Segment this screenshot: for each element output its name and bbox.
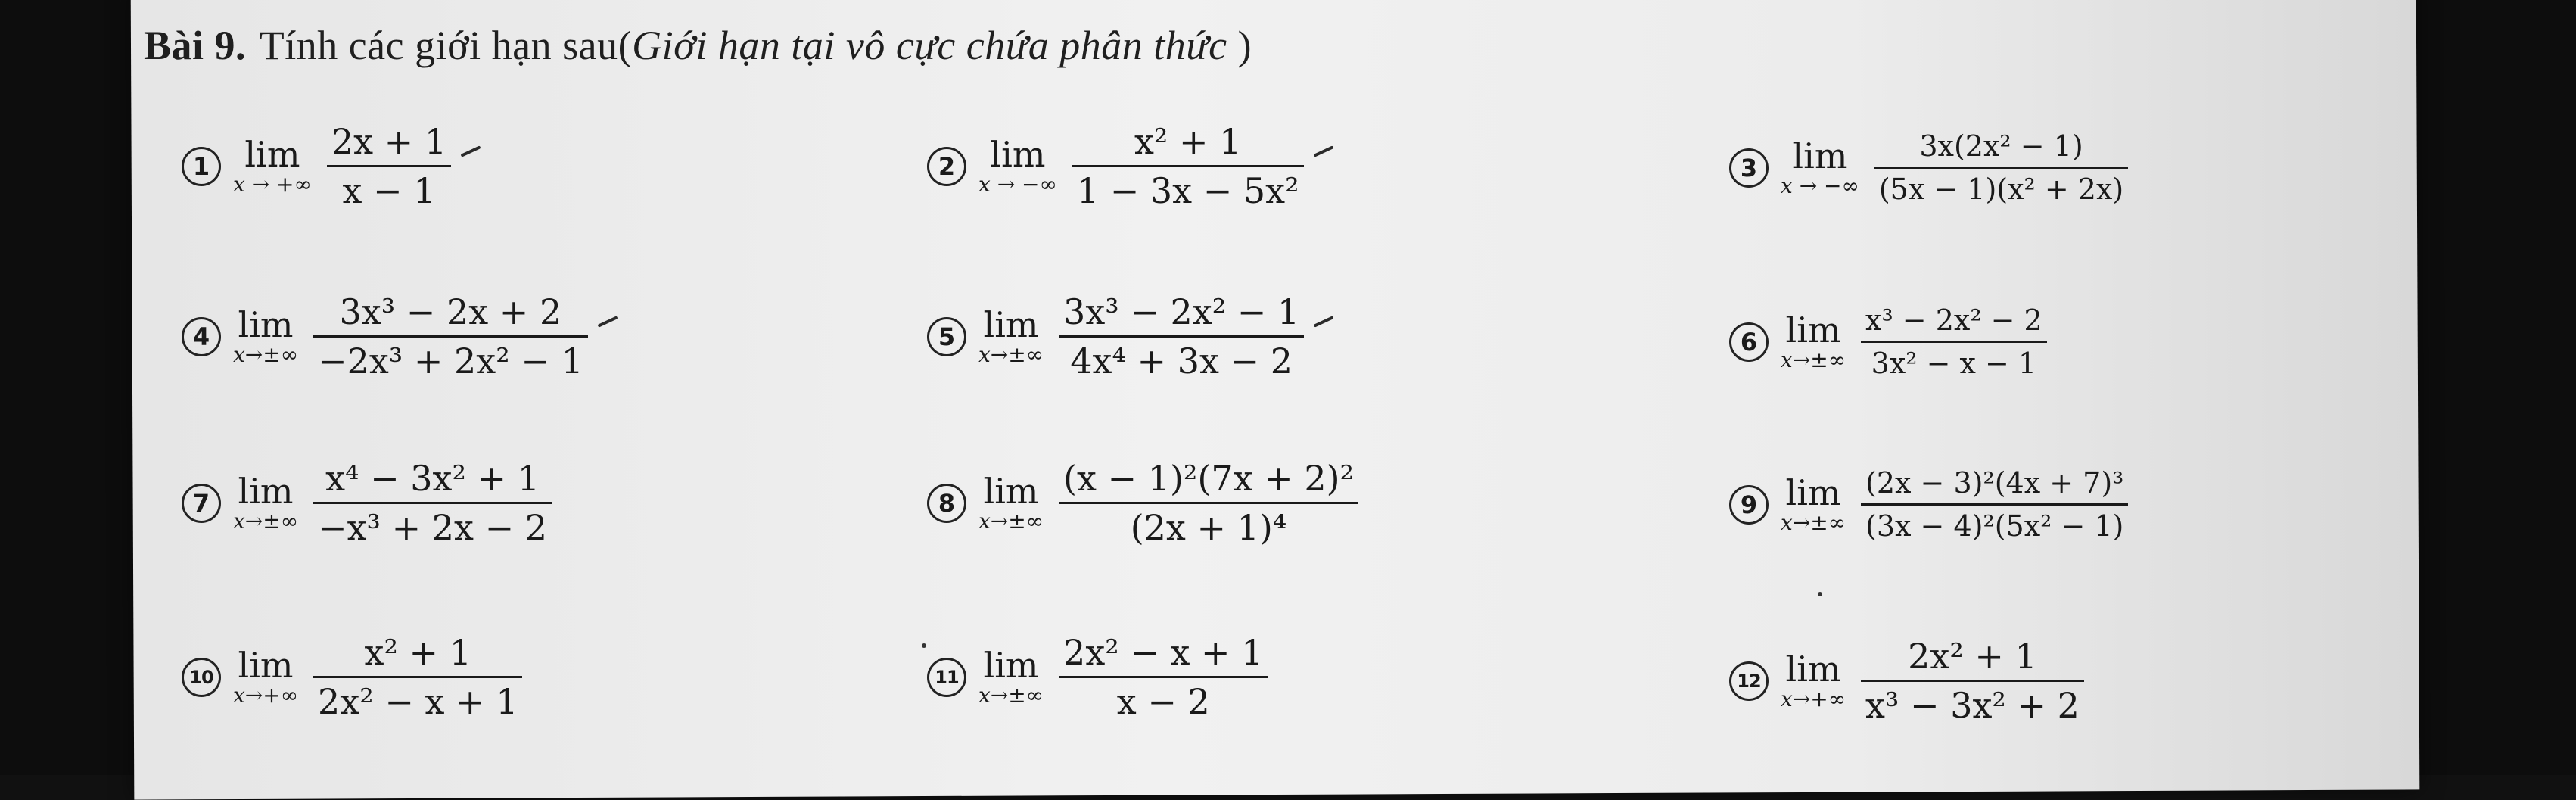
left-dark-edge: [0, 0, 136, 775]
pen-tick-mark: [1313, 145, 1333, 157]
lim-word: lim: [1792, 135, 1848, 176]
problem-number: 7: [182, 484, 221, 523]
numerator: x⁴ − 3x² + 1: [325, 458, 540, 499]
lim-word: lim: [1785, 472, 1841, 513]
denominator: (2x + 1)⁴: [1130, 507, 1287, 548]
fraction-bar: [1861, 341, 2047, 343]
problem-number: 10: [182, 658, 221, 697]
limit-operator: [1781, 135, 1859, 198]
problem-5: [927, 291, 1334, 381]
limit-operator: [978, 133, 1057, 197]
limit-operator: [233, 470, 299, 534]
denominator: 3x² − x − 1: [1871, 347, 2037, 380]
denominator: 4x⁴ + 3x − 2: [1070, 341, 1293, 381]
denominator: x − 2: [1116, 681, 1210, 722]
numerator: 2x² − x + 1: [1063, 632, 1264, 673]
problem-12: [1729, 636, 2084, 726]
problem-number: 12: [1729, 661, 1769, 701]
problem-number: 1: [182, 147, 221, 186]
lim-word: lim: [1785, 309, 1841, 350]
limit-subscript: x→±∞: [978, 341, 1044, 367]
limit-subscript: x→±∞: [1781, 347, 1846, 372]
exercise-title: Tính các giới hạn sau(: [259, 23, 633, 68]
fraction: [313, 632, 522, 722]
limit-subscript: x→±∞: [233, 341, 299, 367]
fraction: [1861, 303, 2047, 381]
lim-word: lim: [238, 304, 294, 345]
problem-number: 3: [1729, 148, 1769, 188]
limit-operator: [1781, 309, 1846, 372]
lim-word: lim: [244, 133, 300, 175]
problem-number: 8: [927, 484, 966, 523]
exercise-number: Bài 9.: [144, 23, 247, 68]
lim-word: lim: [990, 133, 1046, 175]
denominator: x − 1: [342, 170, 436, 211]
denominator: −x³ + 2x − 2: [318, 507, 548, 548]
pen-tick-mark: [461, 145, 481, 157]
limit-subscript: x → −∞: [1781, 173, 1859, 198]
fraction-bar: [1874, 167, 2128, 169]
limit-operator: [978, 304, 1044, 367]
fraction-bar: [313, 502, 552, 504]
limit-subscript: x → +∞: [233, 171, 312, 197]
fraction: [1874, 129, 2128, 207]
numerator: 2x + 1: [331, 121, 447, 162]
lim-word: lim: [983, 304, 1039, 345]
limit-subscript: x→±∞: [233, 508, 299, 534]
numerator: 3x(2x² − 1): [1919, 129, 2083, 163]
numerator: 3x³ − 2x + 2: [339, 291, 562, 332]
limit-operator: [233, 133, 312, 197]
fraction-bar: [313, 335, 588, 338]
fraction-bar: [327, 165, 451, 167]
fraction: [327, 121, 451, 211]
exercise-header: [144, 21, 1252, 69]
pen-tick-mark: [597, 316, 618, 327]
right-dark-edge: [2417, 0, 2576, 775]
fraction: [1059, 632, 1268, 722]
fraction: [1072, 121, 1304, 211]
denominator: 1 − 3x − 5x²: [1076, 170, 1299, 211]
problem-4: [182, 291, 618, 381]
problem-number: 5: [927, 317, 966, 356]
numerator: x² + 1: [1134, 121, 1242, 162]
lim-word: lim: [1785, 648, 1841, 689]
limit-operator: [1781, 648, 1846, 711]
problem-8: [927, 458, 1358, 548]
numerator: 3x³ − 2x² − 1: [1063, 291, 1300, 332]
denominator: (3x − 4)²(5x² − 1): [1865, 509, 2124, 543]
problem-3: [1729, 129, 2128, 207]
limit-operator: [978, 644, 1044, 708]
problem-11: [927, 632, 1268, 722]
numerator: (x − 1)²(7x + 2)²: [1063, 458, 1354, 499]
problem-number: 4: [182, 317, 221, 356]
problem-number: 11: [927, 658, 966, 697]
fraction-bar: [313, 676, 522, 678]
limit-subscript: x→±∞: [978, 682, 1044, 708]
problem-2: [927, 121, 1334, 211]
pen-dot: [1818, 592, 1822, 596]
denominator: −2x³ + 2x² − 1: [318, 341, 583, 381]
problem-6: [1729, 303, 2047, 381]
limit-operator: [1781, 472, 1846, 535]
problem-10: [182, 632, 522, 722]
problem-number: 6: [1729, 322, 1769, 362]
fraction: [313, 291, 588, 381]
lim-word: lim: [983, 470, 1039, 512]
numerator: 2x² + 1: [1908, 636, 2037, 677]
limit-operator: [233, 304, 299, 367]
problem-1: [182, 121, 481, 211]
numerator: x³ − 2x² − 2: [1865, 304, 2042, 337]
limit-subscript: x→±∞: [978, 508, 1044, 534]
fraction: [1861, 636, 2084, 726]
pen-tick-mark: [1314, 316, 1334, 327]
limit-operator: [233, 644, 299, 708]
lim-word: lim: [983, 644, 1039, 686]
pen-dot: [922, 643, 926, 648]
numerator: x² + 1: [364, 632, 471, 673]
problem-number: 9: [1729, 485, 1769, 525]
fraction: [1059, 291, 1304, 381]
fraction-bar: [1861, 680, 2084, 682]
problem-9: [1729, 465, 2128, 543]
fraction-bar: [1059, 676, 1268, 678]
problem-7: [182, 458, 552, 548]
numerator: (2x − 3)²(4x + 7)³: [1865, 466, 2124, 500]
fraction: [1861, 465, 2128, 543]
limit-subscript: x→+∞: [1781, 686, 1846, 711]
fraction-bar: [1059, 502, 1358, 504]
fraction-bar: [1072, 165, 1304, 167]
limit-operator: [978, 470, 1044, 534]
limit-subscript: x→±∞: [1781, 509, 1846, 535]
exercise-title-close: ): [1227, 23, 1252, 68]
denominator: x³ − 3x² + 2: [1865, 685, 2080, 726]
limit-subscript: x → −∞: [978, 171, 1057, 197]
fraction-bar: [1861, 503, 2128, 506]
denominator: 2x² − x + 1: [318, 681, 518, 722]
fraction-bar: [1059, 335, 1304, 338]
fraction: [313, 458, 552, 548]
lim-word: lim: [238, 470, 294, 512]
exercise-subtitle: Giới hạn tại vô cực chứa phân thức: [632, 23, 1227, 68]
problem-number: 2: [927, 147, 966, 186]
fraction: [1059, 458, 1358, 548]
limit-subscript: x→+∞: [233, 682, 299, 708]
lim-word: lim: [238, 644, 294, 686]
denominator: (5x − 1)(x² + 2x): [1878, 173, 2124, 206]
